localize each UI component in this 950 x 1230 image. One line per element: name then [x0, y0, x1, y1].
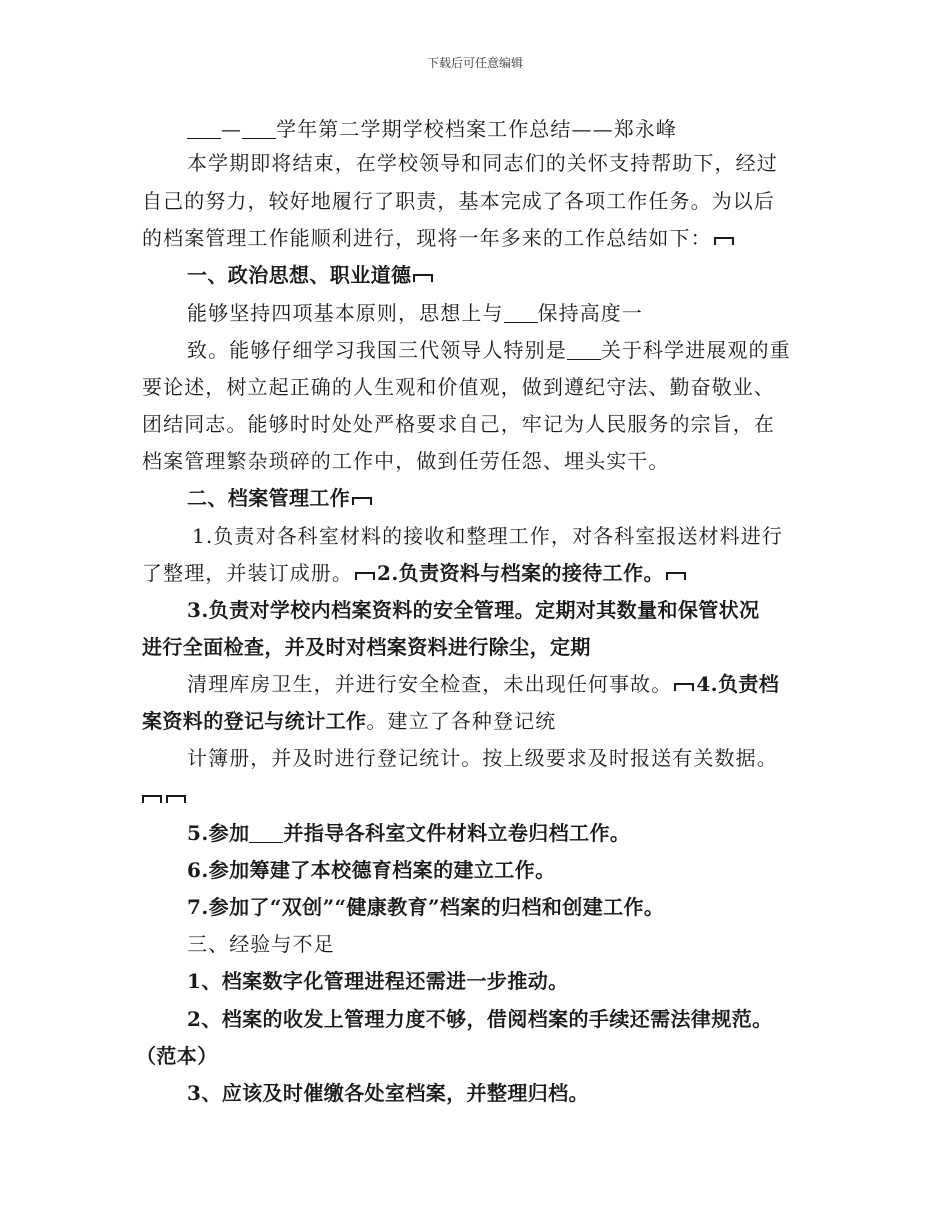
page-header: 下载后可任意编辑 [426, 56, 523, 70]
bracket-mark [352, 497, 372, 505]
section-3-note: （范本） [136, 1044, 218, 1068]
section-3-item-3: 3、应该及时催缴各处室档案，并整理归档。 [187, 1081, 589, 1105]
item-3-line-3: 清理库房卫生，并进行安全检查，未出现任何事故。 4.负责档 [187, 672, 780, 696]
bracket-mark [355, 572, 375, 580]
item-4-line-3: 计簿册，并及时进行登记统计。按上级要求及时报送有关数据。 [187, 746, 778, 770]
section-1-line-2: 致。能够仔细学习我国三代领导人特别是 关于科学进展观的重 [187, 338, 791, 362]
section-2-heading: 二、档案管理工作 [187, 485, 374, 511]
bracket-mark [142, 795, 162, 803]
bracket-mark [714, 237, 734, 245]
item-1-line-2: 了整理，并装订成册。 2.负责资料与档案的接待工作。 [142, 560, 688, 586]
blank-field [504, 304, 538, 323]
section-1-line-5: 档案管理繁杂琐碎的工作中，做到任劳任怨、埋头实干。 [142, 449, 670, 473]
marks-line [142, 783, 188, 809]
intro-line-2: 自己的努力，较好地履行了职责，基本完成了各项工作任务。为以后 [142, 189, 775, 213]
item-6: 6.参加筹建了本校德育档案的建立工作。 [187, 858, 556, 882]
bracket-mark [413, 274, 433, 282]
bracket-mark [674, 683, 694, 691]
bracket-mark [166, 795, 186, 803]
section-1-heading: 一、政治思想、职业道德 [187, 262, 435, 288]
section-3-item-1: 1、档案数字化管理进程还需进一步推动。 [187, 969, 569, 993]
intro-line-1: 本学期即将结束，在学校领导和同志们的关怀支持帮助下，经过 [187, 151, 778, 175]
section-1-line-3: 要论述，树立起正确的人生观和价值观，做到遵纪守法、勤奋敬业、 [142, 375, 775, 399]
item-1-line-1: 1.负责对各科室材料的接收和整理工作，对各科室报送材料进行 [192, 524, 783, 548]
intro-line-3: 的档案管理工作能顺利进行，现将一年多来的工作总结如下： [142, 225, 736, 251]
section-3-item-2: 2、档案的收发上管理力度不够，借阅档案的手续还需法律规范。 [187, 1007, 773, 1031]
section-1-line-1: 能够坚持四项基本原则，思想上与 保持高度一 [187, 301, 643, 325]
title-blank-1 [187, 120, 221, 139]
blank-field [567, 341, 601, 360]
section-3-heading: 三、经验与不足 [187, 932, 335, 956]
document-title: — 学年第二学期学校档案工作总结——郑永峰 [187, 116, 677, 142]
item-3-line-2: 进行全面检查，并及时对档案资料进行除尘，定期 [142, 635, 591, 659]
blank-field [249, 824, 283, 843]
item-5: 5.参加 并指导各科室文件材料立卷归档工作。 [187, 821, 631, 845]
item-7: 7.参加了“双创”“健康教育”档案的归档和创建工作。 [187, 895, 665, 919]
section-1-line-4: 团结同志。能够时时处处严格要求自己，牢记为人民服务的宗旨，在 [142, 412, 775, 436]
item-3-line-1: 3.负责对学校内档案资料的安全管理。定期对其数量和保管状况 [187, 598, 760, 622]
title-blank-2 [242, 120, 276, 139]
item-4-line-2: 案资料的登记与统计工作。建立了各种登记统 [142, 709, 557, 733]
bracket-mark [666, 572, 686, 580]
